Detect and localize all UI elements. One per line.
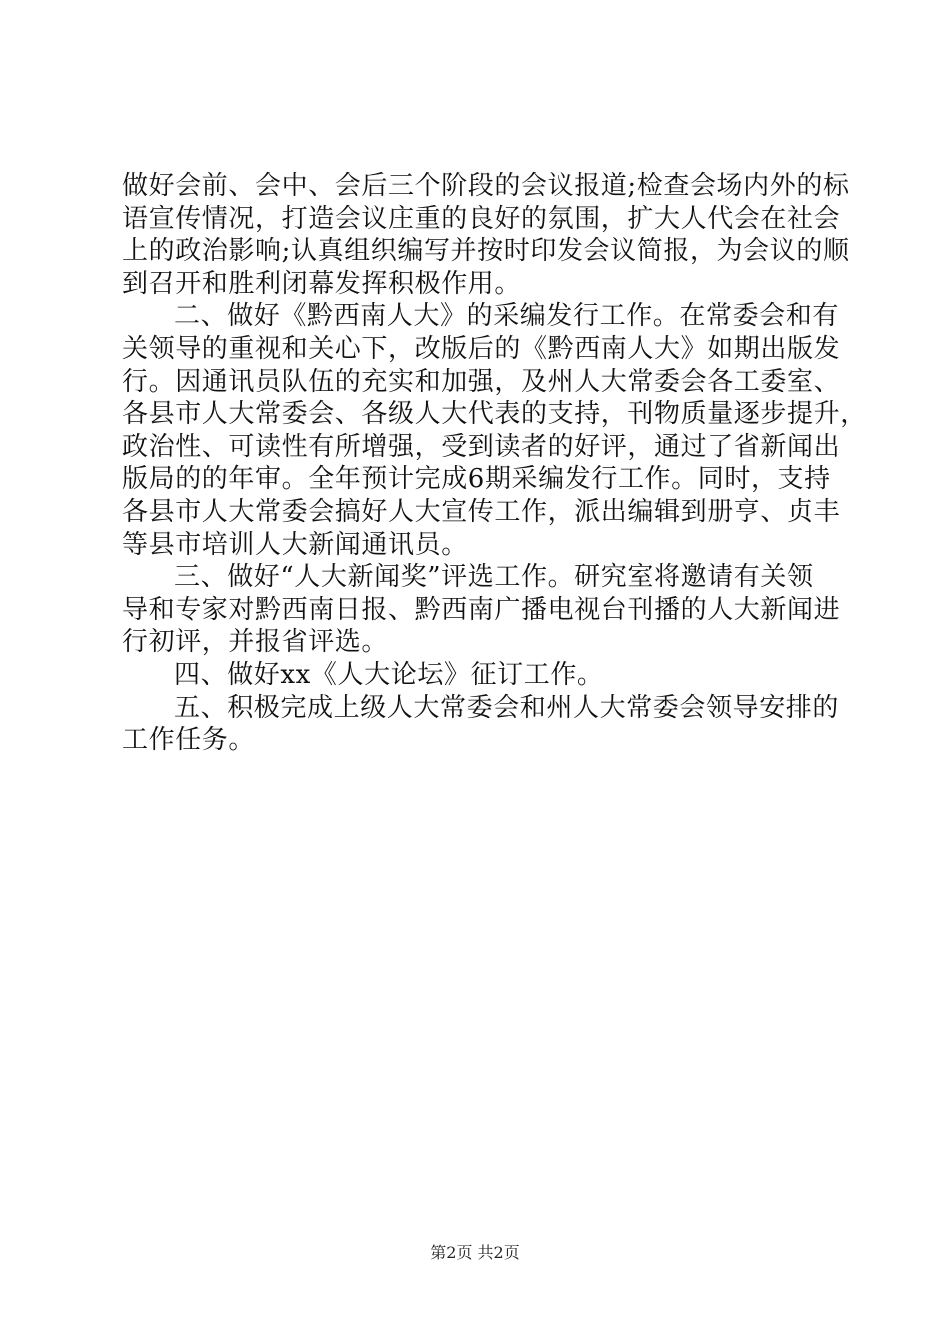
paragraph-4-line: 四、做好xx《人大论坛》征订工作。 — [174, 659, 604, 690]
text-line: 语宣传情况，打造会议庄重的良好的氛围，扩大人代会在社会 — [122, 203, 841, 234]
text-line: 行初评，并报省评选。 — [122, 627, 389, 658]
text-line: 到召开和胜利闭幕发挥积极作用。 — [122, 268, 522, 299]
text-line: 版局的的年审。全年预计完成6期采编发行工作。同时，支持 — [122, 464, 831, 495]
text-line: 做好会前、会中、会后三个阶段的会议报道;检查会场内外的标 — [122, 171, 850, 201]
text-line: 工作任务。 — [122, 725, 256, 756]
text-line: 各县市人大常委会、各级人大代表的支持，刊物质量逐步提升， — [122, 399, 867, 430]
text-line: 各县市人大常委会搞好人大宣传工作，派出编辑到册亨、贞丰 — [122, 496, 841, 527]
document-body — [122, 170, 867, 757]
page-footer: 第2页 共2页 — [430, 1243, 520, 1262]
text-line: 政治性、可读性有所增强，受到读者的好评，通过了省新闻出 — [122, 431, 841, 462]
paragraph-5-first-line: 五、积极完成上级人大常委会和州人大常委会领导安排的 — [174, 692, 840, 723]
text-line: 关领导的重视和关心下，改版后的《黔西南人大》如期出版发 — [122, 333, 841, 364]
text-line: 导和专家对黔西南日报、黔西南广播电视台刊播的人大新闻进 — [122, 594, 841, 625]
text-line: 行。因通讯员队伍的充实和加强，及州人大常委会各工委室、 — [122, 366, 841, 397]
paragraph-3-first-line: 三、做好“人大新闻奖”评选工作。研究室将邀请有关领 — [174, 562, 814, 593]
text-line: 等县市培训人大新闻通讯员。 — [122, 529, 468, 560]
paragraph-2-first-line: 二、做好《黔西南人大》的采编发行工作。在常委会和有 — [174, 301, 840, 332]
text-line: 上的政治影响;认真组织编写并按时印发会议简报，为会议的顺 — [122, 236, 850, 267]
